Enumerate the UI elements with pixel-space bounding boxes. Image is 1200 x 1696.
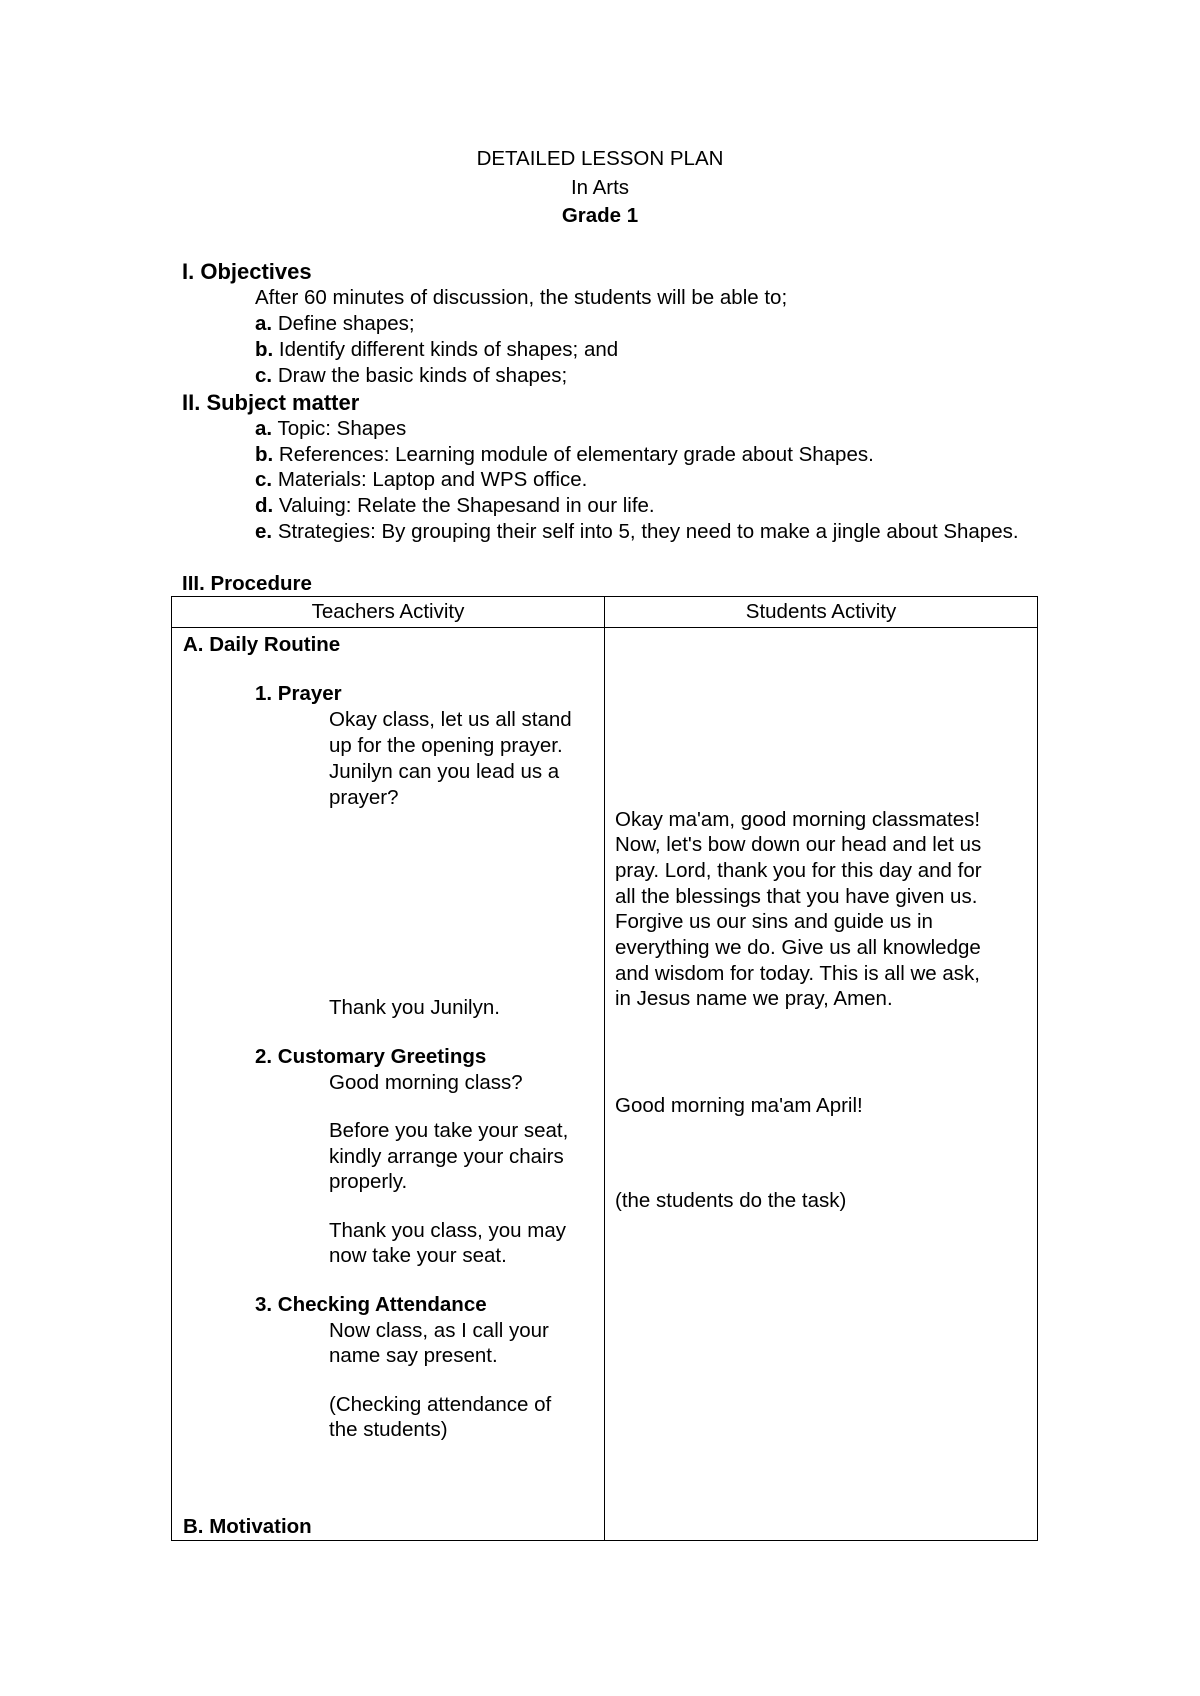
seat-line: Thank you class, you may: [329, 1219, 566, 1242]
student-greeting-reply: Good morning ma'am April!: [615, 1094, 863, 1117]
prayer-line: prayer?: [329, 786, 399, 809]
prayer-line: up for the opening prayer.: [329, 734, 563, 757]
table-row: [172, 628, 1038, 1541]
subject-letter: d.: [255, 494, 274, 517]
motivation-heading: B. Motivation: [183, 1515, 312, 1538]
daily-routine-heading: A. Daily Routine: [183, 633, 341, 656]
procedure-heading: III. Procedure: [182, 572, 312, 595]
subject-item: [255, 442, 874, 468]
seat-line: now take your seat.: [329, 1244, 507, 1267]
student-task: (the students do the task): [615, 1189, 847, 1212]
student-prayer-line: all the blessings that you have given us.: [615, 885, 978, 908]
subject-item: [255, 467, 587, 493]
student-prayer-line: Forgive us our sins and guide us in: [615, 910, 933, 933]
checking-line: the students): [329, 1418, 448, 1441]
subject-item: [255, 493, 655, 519]
subject-text: Topic: Shapes: [277, 417, 407, 440]
subject-letter: a.: [255, 417, 273, 440]
subject-item: [255, 416, 406, 442]
objective-letter: b.: [255, 338, 274, 361]
procedure-table: [171, 596, 1038, 1541]
objective-text: Draw the basic kinds of shapes;: [277, 364, 568, 387]
objectives-intro: After 60 minutes of discussion, the students will be able to;: [255, 286, 788, 309]
attendance-heading: 3. Checking Attendance: [255, 1293, 487, 1316]
subject-item: [255, 519, 1025, 545]
greetings-heading: 2. Customary Greetings: [255, 1045, 487, 1068]
subject-letter: e.: [255, 520, 273, 543]
student-prayer-line: in Jesus name we pray, Amen.: [615, 987, 893, 1010]
arrange-line: properly.: [329, 1170, 408, 1193]
checking-line: (Checking attendance of: [329, 1393, 552, 1416]
student-prayer-line: everything we do. Give us all knowledge: [615, 936, 981, 959]
prayer-line: Junilyn can you lead us a: [329, 760, 560, 783]
arrange-line: kindly arrange your chairs: [329, 1145, 564, 1168]
table-header-row: [172, 597, 1038, 628]
subject-text: Valuing: Relate the Shapesand in our life.: [278, 494, 655, 517]
prayer-line: Okay class, let us all stand: [329, 708, 572, 731]
objective-letter: c.: [255, 364, 273, 387]
subject-text: References: Learning module of elementary grade about Shapes.: [278, 443, 874, 466]
prayer-thanks: Thank you Junilyn.: [329, 996, 500, 1019]
objective-letter: a.: [255, 312, 273, 335]
students-activity-header: Students Activity: [605, 597, 1038, 628]
teachers-activity-cell: [172, 628, 605, 1541]
objective-text: Identify different kinds of shapes; and: [278, 338, 619, 361]
objective-text: Define shapes;: [277, 312, 415, 335]
objective-item: [255, 337, 618, 363]
arrange-line: Before you take your seat,: [329, 1119, 569, 1142]
document-title: DETAILED LESSON PLAN: [476, 147, 724, 170]
teachers-activity-header: Teachers Activity: [172, 597, 605, 628]
objective-item: [255, 363, 567, 389]
objectives-heading: I. Objectives: [182, 259, 312, 284]
document-subject: In Arts: [570, 176, 630, 199]
subject-text: Strategies: By grouping their self into 5, they need to make a jingle about Shapes.: [277, 520, 1019, 543]
student-prayer-line: pray. Lord, thank you for this day and for: [615, 859, 982, 882]
student-prayer-line: and wisdom for today. This is all we ask,: [615, 962, 980, 985]
student-prayer-line: Okay ma'am, good morning classmates!: [615, 808, 981, 831]
subject-text: Materials: Laptop and WPS office.: [277, 468, 588, 491]
subject-letter: c.: [255, 468, 273, 491]
subject-matter-heading: II. Subject matter: [182, 390, 360, 415]
attendance-line: name say present.: [329, 1344, 498, 1367]
objective-item: [255, 311, 415, 337]
students-activity-cell: [605, 628, 1038, 1541]
prayer-heading: 1. Prayer: [255, 682, 342, 705]
subject-letter: b.: [255, 443, 274, 466]
attendance-line: Now class, as I call your: [329, 1319, 549, 1342]
student-prayer-line: Now, let's bow down our head and let us: [615, 833, 982, 856]
document-grade: Grade 1: [561, 204, 639, 227]
greeting-text: Good morning class?: [329, 1071, 523, 1094]
